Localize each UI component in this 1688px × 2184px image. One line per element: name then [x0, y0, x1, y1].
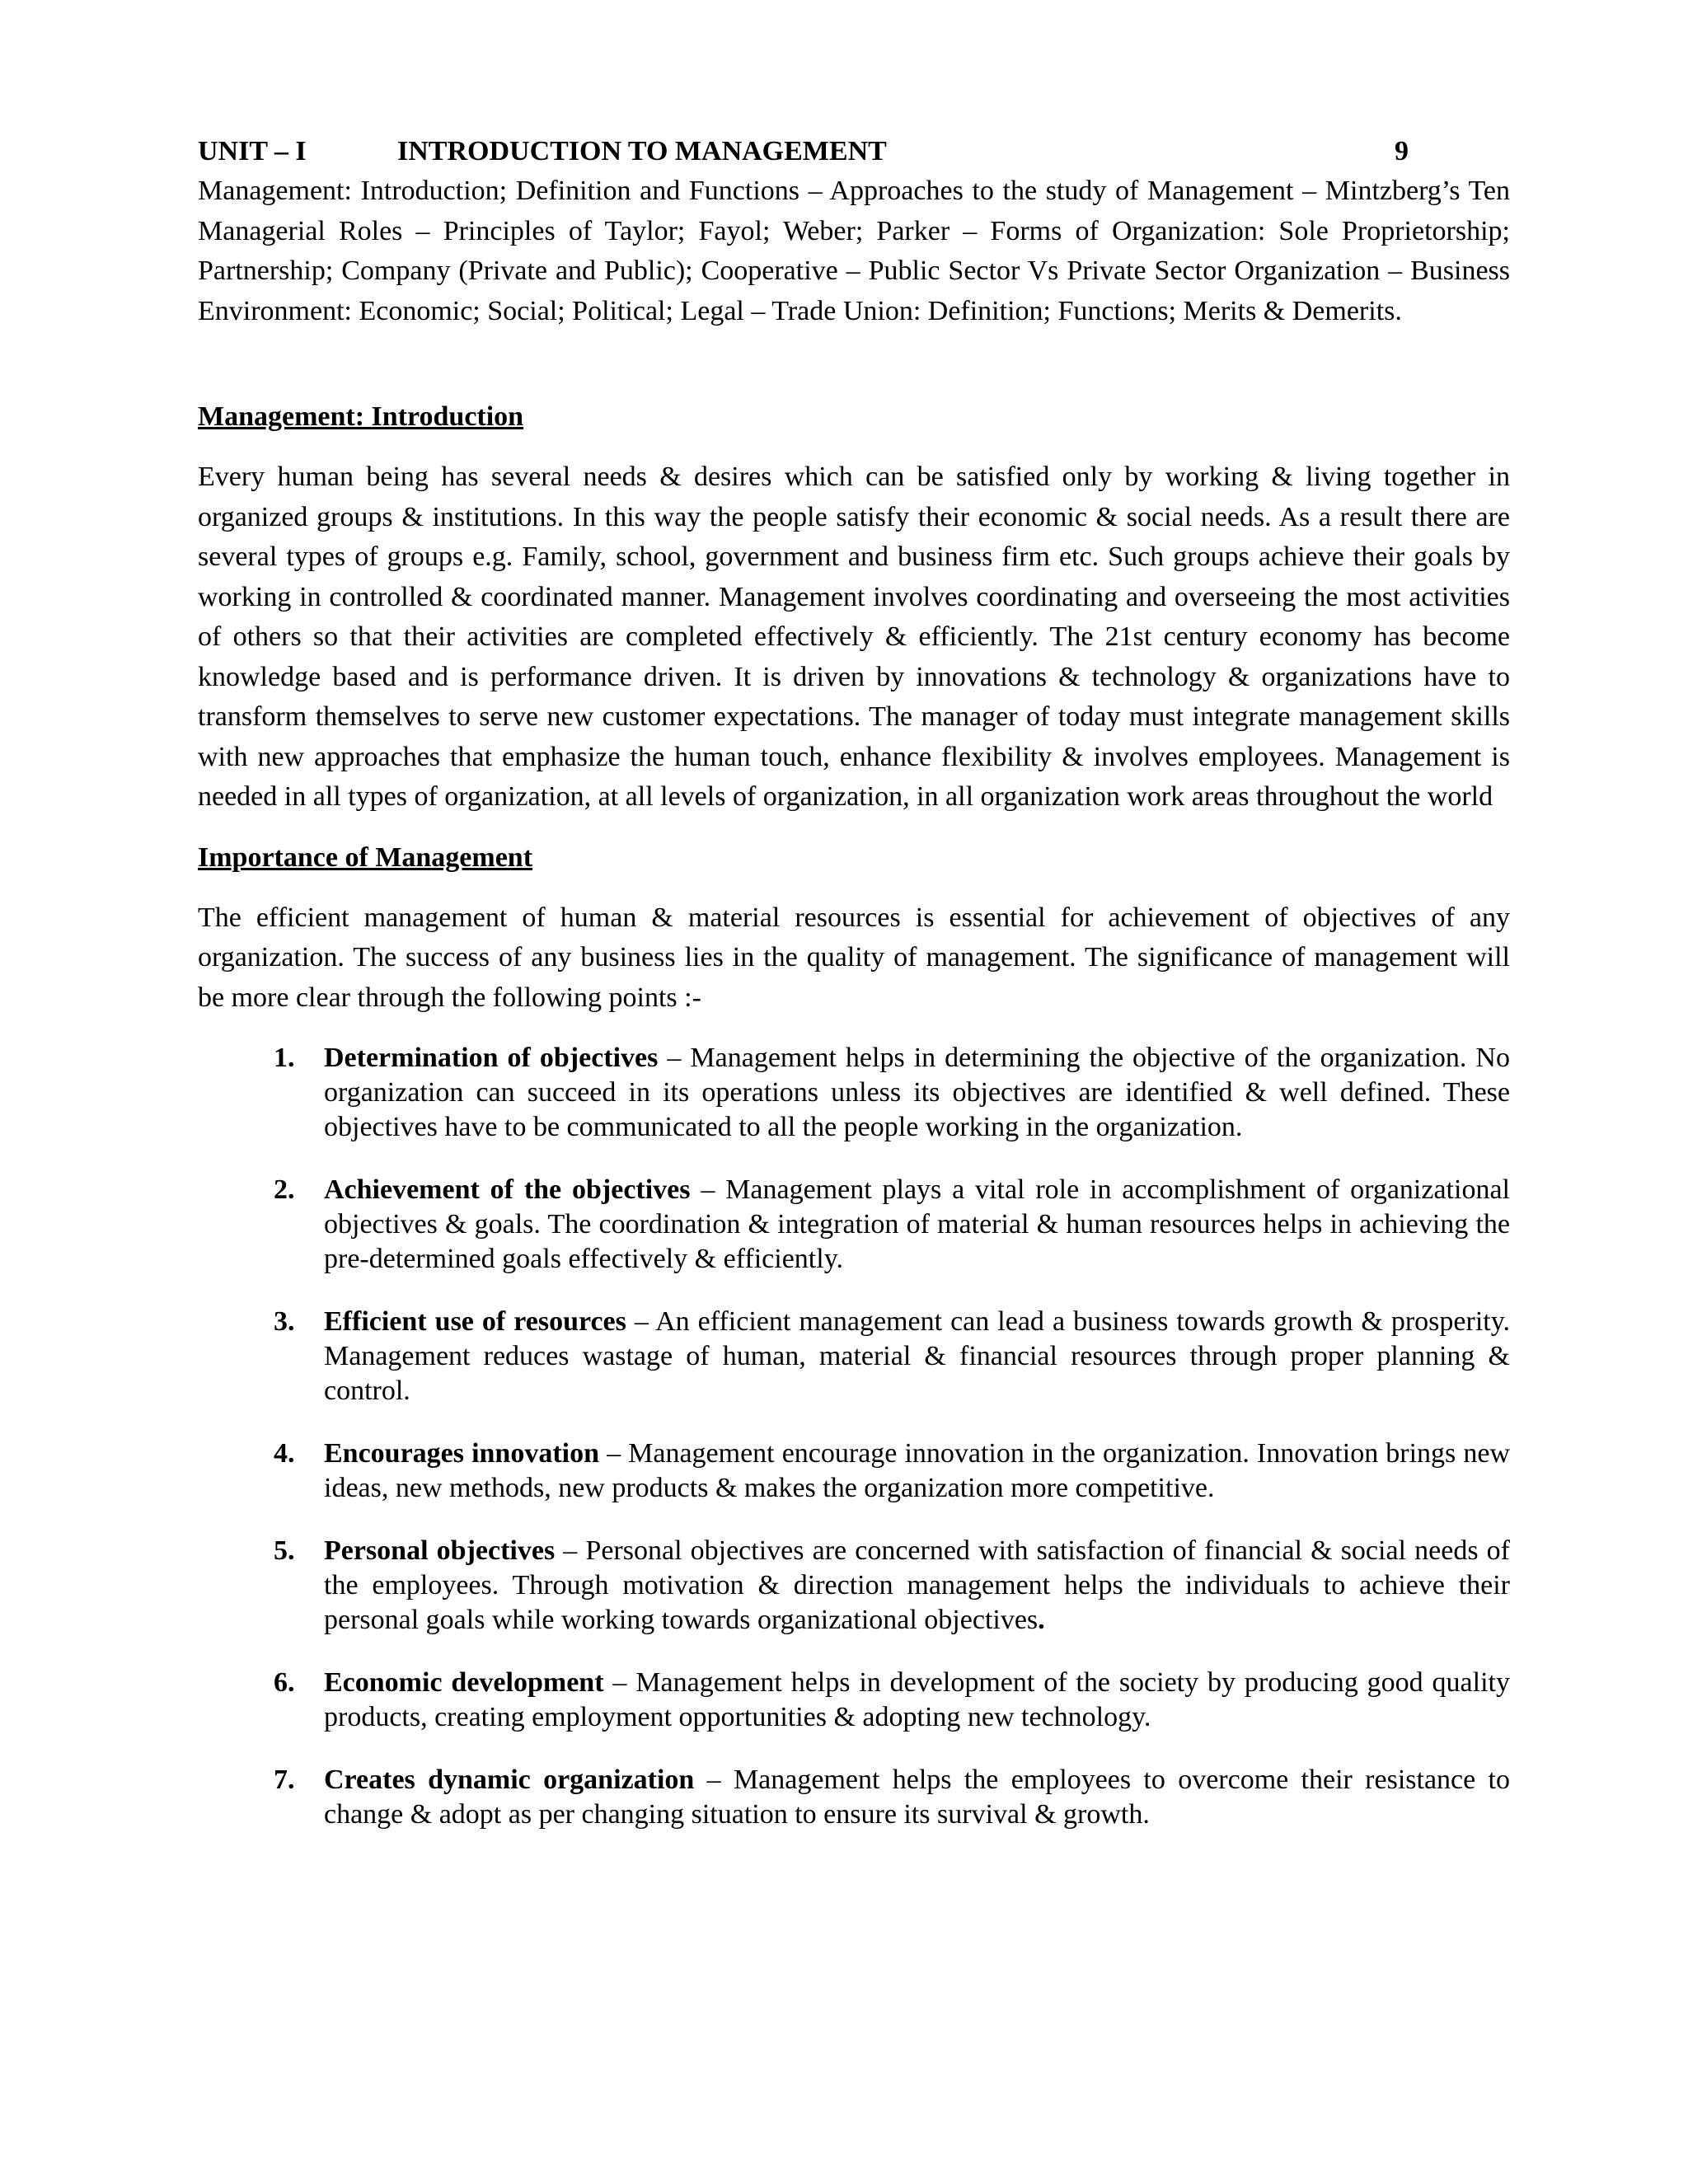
list-item-term: Creates dynamic organization — [324, 1765, 695, 1795]
list-item-number: 3. — [274, 1306, 295, 1337]
list-item-number: 7. — [274, 1765, 295, 1795]
list-item-text: – Management encourage innovation in the organization. Innovation brings new ideas, new methods, new products & makes the organization more competitive. — [324, 1438, 1510, 1503]
importance-intro: The efficient management of human & material resources is essential for achievement of objectives of any organization. The success of any business lies in the quality of management. The significance of management will be more clear through the following points :- — [198, 902, 1510, 1013]
unit-label: UNIT – I — [198, 136, 307, 166]
list-item — [198, 1173, 1510, 1277]
list-item-term: Achievement of the objectives — [324, 1174, 691, 1205]
syllabus-text: Management: Introduction; Definition and Functions – Approaches to the study of Management – Mintzberg’s Ten Managerial Roles – Principles of Taylor; Fayol; Weber; Parker – Forms of Organization: Sole Proprietorship; Partnership; Company (Private and Public); Cooperative – Public Sector Vs Private Sector Organization – Business Environment: Economic; Social; Political; Legal – Trade Union: Definition; Functions; Merits & Demerits. — [198, 176, 1510, 326]
list-item — [198, 1436, 1510, 1506]
list-item — [198, 1763, 1510, 1832]
importance-list — [198, 1041, 1510, 1832]
list-item-text: – Management helps the employees to overcome their resistance to change & adopt as per changing situation to ensure its survival & growth. — [324, 1765, 1510, 1830]
importance-heading: Importance of Management — [198, 841, 533, 873]
list-item-term: Encourages innovation — [324, 1438, 600, 1469]
unit-title: INTRODUCTION TO MANAGEMENT — [397, 136, 887, 166]
list-item-number: 5. — [274, 1535, 295, 1566]
list-item — [198, 1534, 1510, 1638]
list-item-number: 6. — [274, 1667, 295, 1698]
list-item-text: – An efficient management can lead a business towards growth & prosperity. Management reduces wastage of human, material & financial resources through proper planning & control. — [324, 1306, 1511, 1406]
list-item-end-mark: . — [1038, 1605, 1045, 1635]
unit-header — [198, 132, 1510, 171]
introduction-heading: Management: Introduction — [198, 401, 524, 432]
introduction-body: Every human being has several needs & desires which can be satisfied only by working & living together in organized groups & institutions. In this way the people satisfy their economic & social needs. As a result there are several types of groups e.g. Family, school, government and business firm etc. Such groups achieve their goals by working in controlled & coordinated manner. Management involves coordinating and overseeing the most activities of others so that their activities are completed effectively & efficiently. The 21st century economy has become knowledge based and is performance driven. It is driven by innovations & technology & organizations have to transform themselves to serve new customer expectations. The manager of today must integrate management skills with new approaches that emphasize the human touch, enhance flexibility & involves employees. Management is needed in all types of organization, at all levels of organization, in all organization work areas throughout the world — [198, 462, 1510, 812]
list-item-term: Personal objectives — [324, 1535, 556, 1566]
list-item-number: 2. — [274, 1174, 295, 1205]
list-item — [198, 1666, 1510, 1735]
list-item-text: – Personal objectives are concerned with satisfaction of financial & social needs of the employees. Through motivation & direction management helps the individuals to achieve their personal goals while working towards organizational objectives — [324, 1535, 1510, 1635]
list-item — [198, 1041, 1510, 1145]
list-item-text: – Management plays a vital role in accomplishment of organizational objectives & goals. The coordination & integration of material & human resources helps in achieving the pre-determined goals effectively & efficiently. — [324, 1174, 1510, 1274]
list-item-number: 1. — [274, 1043, 295, 1073]
list-item-term: Determination of objectives — [324, 1043, 659, 1073]
list-item-text: – Management helps in development of the society by producing good quality products, creating employment opportunities & adopting new technology. — [324, 1667, 1510, 1732]
document-page — [198, 132, 1510, 1832]
list-item-number: 4. — [274, 1438, 295, 1469]
list-item — [198, 1305, 1510, 1408]
list-item-text: – Management helps in determining the objective of the organization. No organization can succeed in its operations unless its objectives are identified & well defined. These objectives have to be communicated to all the people working in the organization. — [324, 1043, 1510, 1142]
unit-page-number: 9 — [1395, 136, 1409, 166]
list-item-term: Efficient use of resources — [324, 1306, 626, 1337]
list-item-term: Economic development — [324, 1667, 604, 1698]
